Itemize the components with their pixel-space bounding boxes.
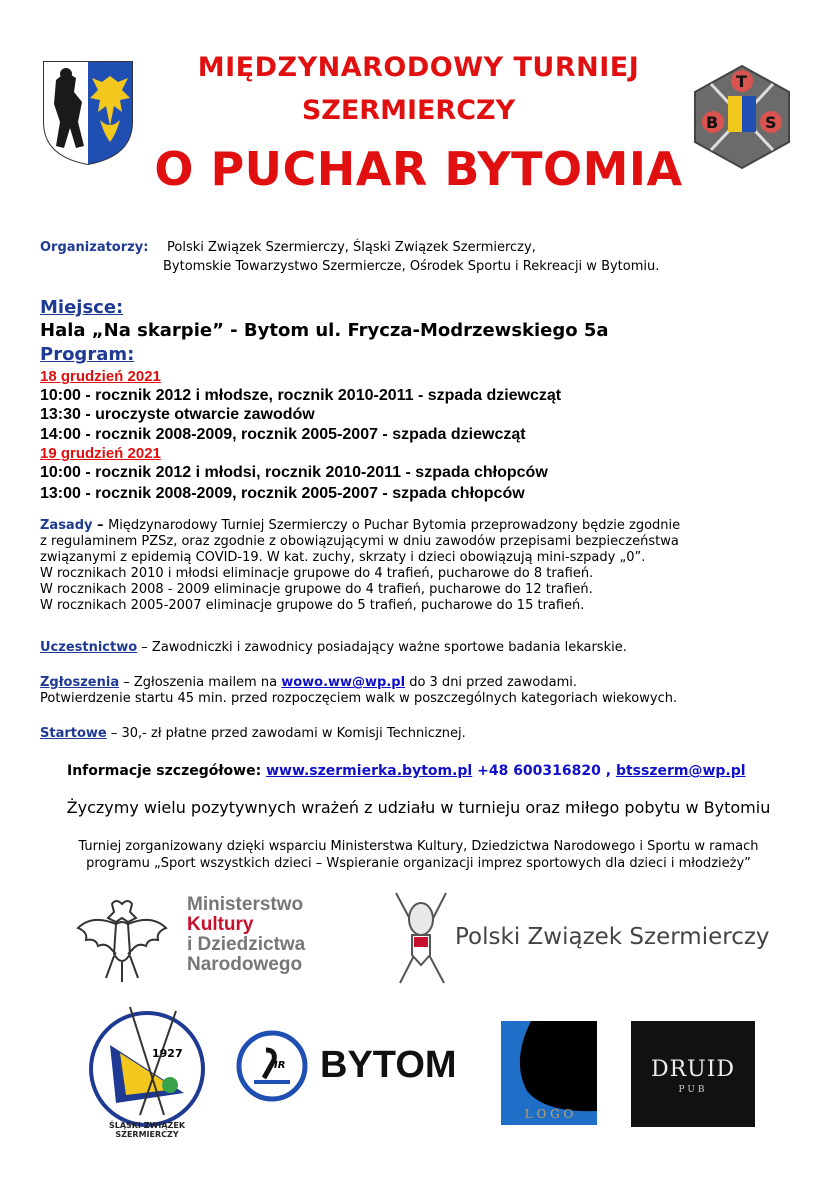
program-item: 10:00 - rocznik 2012 i młodsze, rocznik 2010-2011 - szpada dziewcząt xyxy=(40,387,562,404)
program-label: Program: xyxy=(40,344,135,365)
participation-section xyxy=(40,640,627,656)
badge-letter-t: T xyxy=(736,72,747,91)
silesian-fencing-logo xyxy=(80,997,214,1139)
contact-email-link[interactable]: btsszerm@wp.pl xyxy=(615,763,746,779)
wishes-text: Życzymy wielu pozytywnych wrażeń z udziału w turnieju oraz miłego pobytu w Bytomiu xyxy=(66,798,771,817)
fee-label: Startowe xyxy=(40,726,107,741)
rules-line-1: Międzynarodowy Turniej Szermierczy o Puchar Bytomia przeprowadzony będzie zgodnie xyxy=(108,518,681,533)
ministry-logo-text: Ministerstwo Kultury i Dziedzictwa Narodowego xyxy=(187,894,306,975)
osir-mark: IR xyxy=(274,1060,286,1071)
participation-text: – Zawodniczki i zawodnicy posiadający ważne sportowe badania lekarskie. xyxy=(137,640,627,655)
venue-address: Hala „Na skarpie” - Bytom ul. Frycza-Modrzewskiego 5a xyxy=(40,320,609,341)
info-phone: +48 600316820 , xyxy=(472,763,616,779)
silesian-year: 1927 xyxy=(152,1047,183,1060)
rules-section: Zasady – Międzynarodowy Turniej Szermierczy o Puchar Bytomia przeprowadzony będzie zgodnie z regulaminem PZSz, oraz zgodnie z obowiązującymi w dniu zawodów przepisami bezpieczeństwa związanymi z epidemią COVID-19. W kat. zuchy, skrzaty i dzieci obowiązują mini-szpady „0”. W rocznikach 2010 i młodsi eliminacje grupowe do 4 trafień, pucharowe do 8 trafień. W rocznikach 2008 - 2009 eliminacje grupowe do 4 trafień, pucharowe do 12 trafień. W rocznikach 2005-2007 eliminacje grupowe do 5 trafień, pucharowe do 15 trafień. xyxy=(40,518,810,614)
eagle-icon xyxy=(72,894,172,986)
logo-sponsor xyxy=(501,1021,597,1125)
rules-line-2: z regulaminem PZSz, oraz zgodnie z obowiązującymi w dniu zawodów przepisami bezpieczeństwa xyxy=(40,534,679,549)
info-label: Informacje szczegółowe: xyxy=(67,763,267,779)
organizers-line-2: Bytomskie Towarzystwo Szermiercze, Ośrodek Sportu i Rekreacji w Bytomiu. xyxy=(163,259,660,274)
osir-circle-icon xyxy=(236,1030,308,1102)
badge-letter-b: B xyxy=(706,113,719,132)
support-line-2: programu „Sport wszystkich dzieci – Wspieranie organizacji imprez sportowych dla dzieci i młodzieży” xyxy=(86,856,751,871)
website-link[interactable]: www.szermierka.bytom.pl xyxy=(266,763,473,779)
registration-section: Zgłoszenia – Zgłoszenia mailem na wowo.ww@wp.pl do 3 dni przed zawodami. Potwierdzenie startu 45 min. przed rozpoczęciem walk w poszczególnych kategoriach wiekowych. xyxy=(40,675,678,706)
registration-line-2: Potwierdzenie startu 45 min. przed rozpoczęciem walk w poszczególnych kategoriach wiekowych. xyxy=(40,691,678,706)
fencer-mask-icon xyxy=(392,889,450,987)
program-item: 14:00 - rocznik 2008-2009, rocznik 2005-2007 - szpada dziewcząt xyxy=(40,426,526,443)
silesian-emblem-icon xyxy=(80,997,214,1131)
ministry-eagle xyxy=(72,894,172,986)
rules-line-4: W rocznikach 2010 i młodsi eliminacje grupowe do 4 trafień, pucharowe do 8 trafień. xyxy=(40,566,594,581)
program-day-1: 18 grudzień 2021 xyxy=(40,368,161,385)
registration-email-link[interactable]: wowo.ww@wp.pl xyxy=(281,675,406,690)
program-item: 10:00 - rocznik 2012 i młodsi, rocznik 2010-2011 - szpada chłopców xyxy=(40,464,548,481)
title-line-2: SZERMIERCZY xyxy=(301,95,516,126)
osir-emblem xyxy=(236,1030,308,1102)
info-line xyxy=(67,763,746,779)
rules-line-6: W rocznikach 2005-2007 eliminacje grupowe do 5 trafień, pucharowe do 15 trafień. xyxy=(40,598,585,613)
venue-label: Miejsce: xyxy=(40,297,124,318)
organizers-label: Organizatorzy: xyxy=(40,240,149,255)
fee-text: – 30,- zł płatne przed zawodami w Komisji Technicznej. xyxy=(106,726,466,741)
druid-text: DRUID xyxy=(650,1057,736,1082)
druid-pub-logo xyxy=(631,1021,755,1127)
program-item: 13:00 - rocznik 2008-2009, rocznik 2005-2007 - szpada chłopców xyxy=(40,485,525,502)
participation-label: Uczestnictwo xyxy=(40,640,138,655)
pzs-emblem xyxy=(392,889,450,987)
registration-label: Zgłoszenia xyxy=(40,675,120,690)
rules-line-3: związanymi z epidemią COVID-19. W kat. zuchy, skrzaty i dzieci obowiązują mini-szpady „0”. xyxy=(40,550,646,565)
support-line-1: Turniej zorganizowany dzięki wsparciu Ministerstwa Kultury, Dziedzictwa Narodowego i Sportu w ramach xyxy=(78,839,759,854)
rules-label: Zasady xyxy=(40,518,93,533)
title-line-3: O PUCHAR BYTOMIA xyxy=(154,142,683,196)
badge-letter-s: S xyxy=(765,113,777,132)
pub-text: PUB xyxy=(678,1085,708,1095)
club-badge xyxy=(693,64,791,170)
organizers-line-1: Polski Związek Szermierczy, Śląski Związek Szermierczy, xyxy=(167,240,536,255)
silesian-ring-text: ŚLĄSKI ZWIĄZEK SZERMIERCZY xyxy=(108,1121,186,1139)
program-day-2: 19 grudzień 2021 xyxy=(40,445,161,462)
program-item: 13:30 - uroczyste otwarcie zawodów xyxy=(40,406,315,423)
rules-line-5: W rocznikach 2008 - 2009 eliminacje grupowe do 4 trafień, pucharowe do 12 trafień. xyxy=(40,582,593,597)
fee-section xyxy=(40,726,466,742)
bytom-logo-text: BYTOM xyxy=(320,1044,457,1086)
pzs-logo-text: Polski Związek Szermierczy xyxy=(455,924,770,950)
title-line-1: MIĘDZYNARODOWY TURNIEJ xyxy=(197,52,640,83)
logo-text: L O G O xyxy=(524,1107,574,1121)
